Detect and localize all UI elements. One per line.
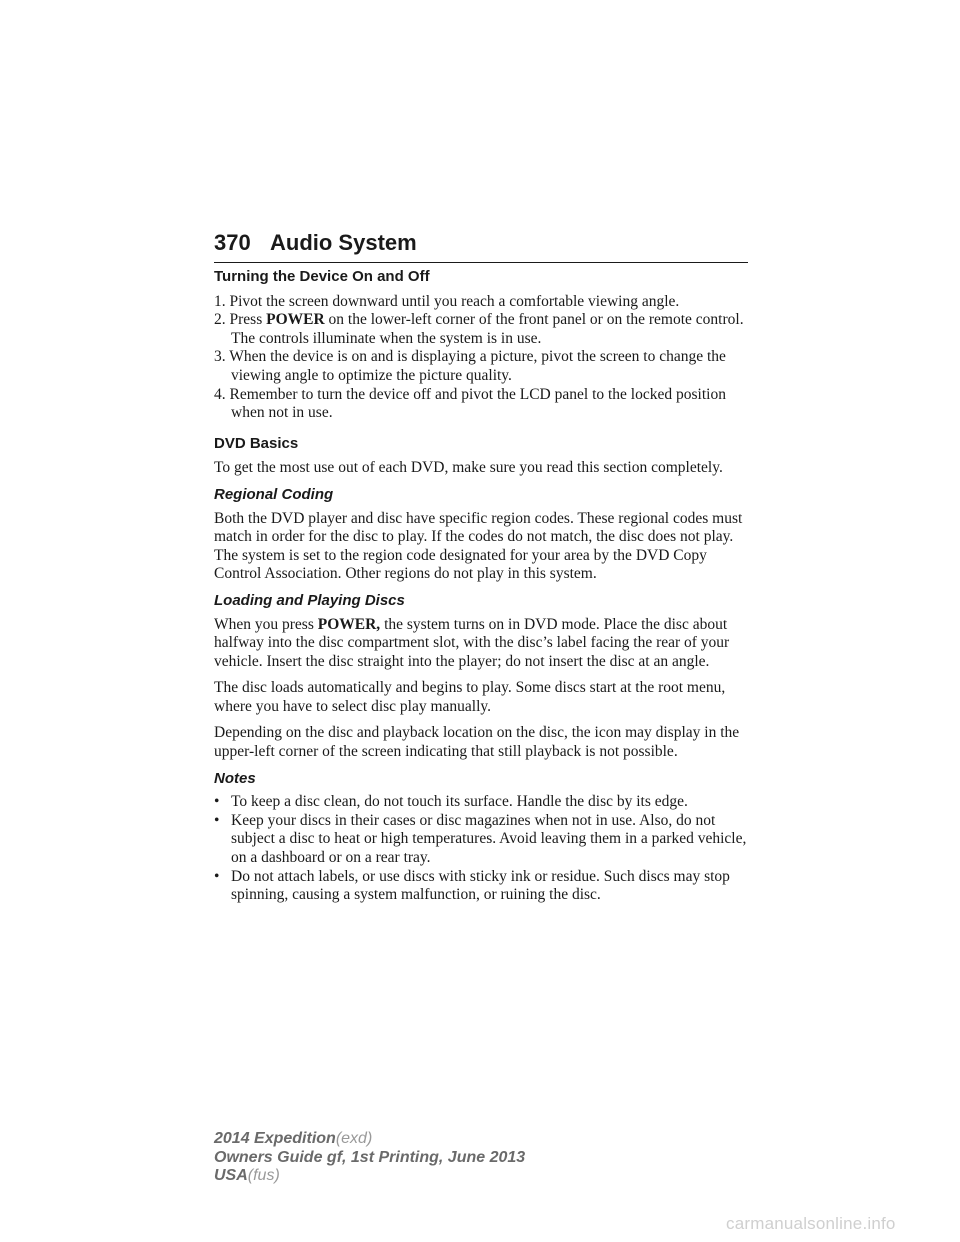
bullet-icon: •: [214, 867, 220, 885]
power-keyword: POWER,: [317, 615, 381, 633]
section-title: Audio System: [270, 230, 417, 255]
step-item: 4. Remember to turn the device off and pivot the LCD panel to the locked position when not in use.: [214, 385, 726, 422]
power-keyword: POWER: [266, 311, 325, 329]
bullet-icon: •: [214, 793, 220, 811]
heading-regional-coding: Regional Coding: [214, 485, 334, 503]
loading-paragraph-3: Depending on the disc and playback location on the disc, the icon may display in the upper-left corner of the screen indicating that still playback is not possible.: [214, 724, 740, 761]
page-content: [214, 268, 754, 905]
footer-line-market: USA(fus): [214, 1167, 280, 1184]
heading-loading-playing: Loading and Playing Discs: [214, 591, 405, 609]
notes-list: [214, 793, 754, 905]
heading-notes: Notes: [214, 769, 256, 787]
step-item: 1. Pivot the screen downward until you reach a comfortable viewing angle.: [214, 292, 680, 310]
note-item: • Do not attach labels, or use discs with sticky ink or residue. Such discs may stop spinning, causing a system malfunction, or ruining the disc.: [214, 867, 730, 904]
step-item: 3. When the device is on and is displaying a picture, pivot the screen to change the viewing angle to optimize the picture quality.: [214, 348, 726, 384]
loading-paragraph-1: When you press POWER, the system turns on in DVD mode. Place the disc about halfway into the disc compartment slot, with the disc’s label facing the rear of your vehicle. Insert the disc straight into the player; do not insert the disc at an angle.: [214, 615, 730, 670]
dvd-basics-intro: To get the most use out of each DVD, make sure you read this section completely.: [214, 459, 723, 477]
turning-steps: [214, 293, 754, 423]
note-item: • To keep a disc clean, do not touch its surface. Handle the disc by its edge.: [214, 793, 688, 811]
watermark: carmanualsonline.info: [726, 1214, 896, 1233]
heading-dvd-basics: DVD Basics: [214, 434, 299, 452]
document-footer: [214, 1130, 525, 1186]
note-item: • Keep your discs in their cases or disc magazines when not in use. Also, do not subject a disc to heat or high temperatures. Avoid leaving them in a parked vehicle, on a dashboard or on a rear tray.: [214, 811, 747, 867]
loading-paragraph-2: The disc loads automatically and begins to play. Some discs start at the root menu, where you have to select disc play manually.: [214, 679, 726, 715]
regional-coding-text: Both the DVD player and disc have specific region codes. These regional codes must match in order for the disc to play. If the codes do not match, the disc does not play. The system is set to the region code designated for your area by the DVD Copy Control Association. Other regions do not play in this system.: [214, 509, 743, 583]
step-item: 2. Press POWER on the lower-left corner of the front panel or on the remote control. The controls illuminate when the system is in use.: [214, 311, 744, 347]
footer-line-printing: Owners Guide gf, 1st Printing, June 2013: [214, 1148, 526, 1166]
page-header: [214, 228, 748, 263]
bullet-icon: •: [214, 811, 220, 829]
footer-line-model: 2014 Expedition(exd): [214, 1130, 373, 1147]
page-number: 370: [214, 230, 251, 255]
heading-turning-on-off: Turning the Device On and Off: [214, 268, 430, 285]
